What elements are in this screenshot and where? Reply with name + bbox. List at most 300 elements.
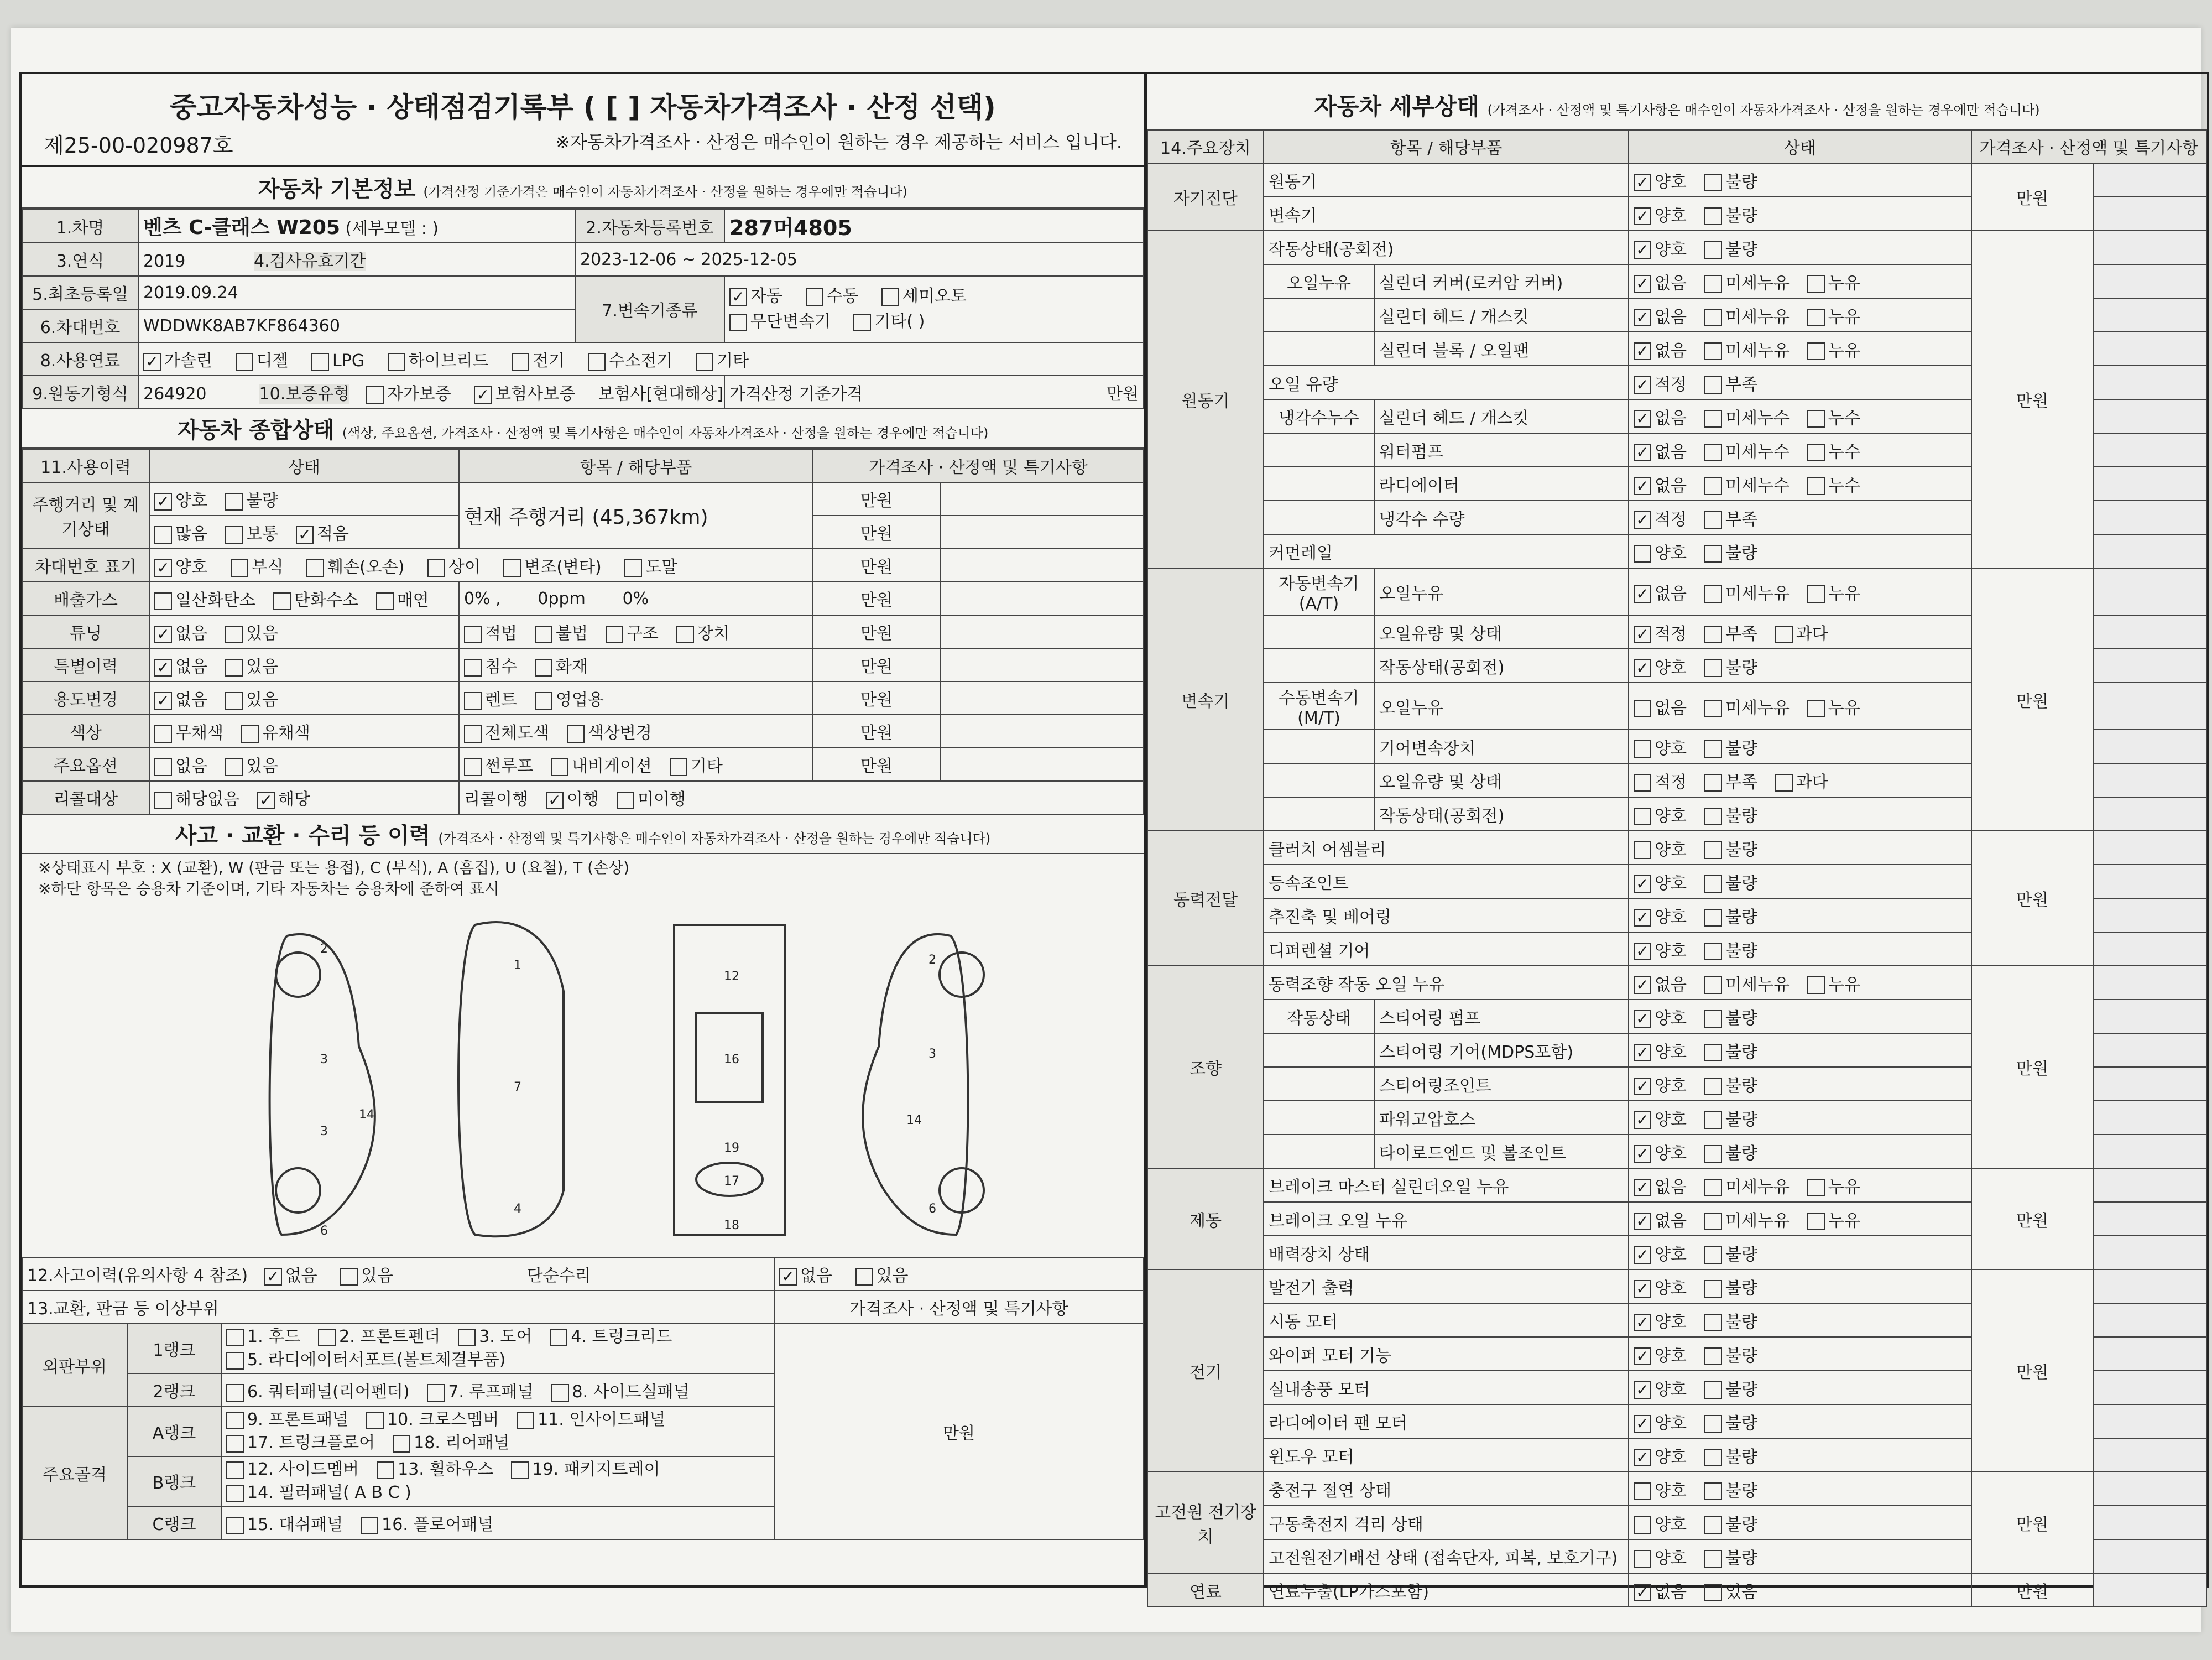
detail-status (1629, 467, 1971, 501)
detail-part: 파워고압호스 (1374, 1101, 1629, 1135)
checkbox-label: 없음 (1655, 1211, 1687, 1231)
use-history-header: 11.사용이력 (22, 449, 149, 482)
checkbox[interactable]: ✓ (1634, 1415, 1651, 1433)
detail-note-cell (2093, 865, 2206, 898)
checkbox-label: 불량 (1725, 543, 1757, 563)
rankA-items: 9. 프론트패널 10. 크로스멤버 11. 인사이드패널 17. 트렁크플로어 18. 리어패널 (221, 1407, 774, 1456)
detail-subgroup: 자동변속기 (A/T) (1264, 568, 1374, 615)
checkbox[interactable] (1704, 1449, 1722, 1466)
rankB-label: B랭크 (127, 1456, 221, 1506)
detail-part: 오일누유 (1374, 568, 1629, 615)
checkbox-label: 불량 (1725, 1076, 1757, 1096)
checkbox-label: 미세누유 (1725, 584, 1790, 603)
detail-status (1629, 1202, 1971, 1236)
checkbox[interactable]: ✓ (1634, 1347, 1651, 1365)
detail-group-label: 고전원 전기장치 (1147, 1472, 1264, 1573)
detail-note-cell (2093, 1371, 2206, 1404)
rank2-label: 2랭크 (127, 1373, 221, 1407)
checkbox[interactable] (1704, 1044, 1722, 1061)
checkbox-label: 불량 (1725, 1008, 1757, 1028)
detail-part: 작동상태(공회전) (1374, 649, 1629, 683)
checkbox[interactable] (1704, 943, 1722, 960)
checkbox[interactable] (1634, 545, 1651, 563)
detail-status (1629, 1573, 1971, 1607)
detail-note-cell (2093, 966, 2206, 1000)
detail-status (1629, 1472, 1971, 1506)
detail-note-cell (2093, 898, 2206, 932)
accident-heading: 사고 · 교환 · 수리 등 이력 (가격조사 · 산정액 및 특기사항은 매수인이 자동차가격조사 · 산정을 원하는 경우에만 적습니다) (22, 815, 1144, 854)
options-status: 없음 있음 (149, 748, 459, 781)
svg-text:1: 1 (514, 959, 521, 972)
detail-item: 등속조인트 (1264, 865, 1629, 898)
checkbox[interactable] (1704, 1145, 1722, 1163)
detail-note-cell (2093, 831, 2206, 865)
detail-price-header: 가격조사 · 산정액 및 특기사항 (1971, 130, 2206, 163)
engine-label: 9.원동기형식 (22, 376, 138, 409)
basic-info-table (22, 209, 1144, 409)
usage-change-items: 렌트 영업용 (459, 681, 813, 715)
inspection-form (19, 72, 2209, 1602)
checkbox[interactable] (1704, 545, 1722, 563)
checkbox[interactable] (1704, 1550, 1722, 1568)
checkbox[interactable] (1704, 275, 1722, 293)
detail-row (1147, 831, 2206, 865)
checkbox-label: 적정 (1655, 624, 1687, 644)
checkbox[interactable] (1704, 1111, 1722, 1129)
checkbox[interactable] (1704, 1246, 1722, 1264)
unit: 만원 (813, 715, 940, 748)
detail-group-label: 연료 (1147, 1573, 1264, 1607)
checkbox[interactable]: ✓ (1634, 477, 1651, 495)
checkbox-label: 누수 (1828, 408, 1860, 428)
checkbox-label: 양호 (1655, 543, 1687, 563)
checkbox-label: 불량 (1725, 1380, 1757, 1399)
frame-label: 주요골격 (22, 1407, 127, 1539)
detail-table (1147, 129, 2207, 1607)
checkbox[interactable]: ✓ (1634, 1111, 1651, 1129)
checkbox[interactable] (1634, 774, 1651, 792)
detail-part: 실린더 블록 / 오일팬 (1374, 332, 1629, 366)
checkbox[interactable] (1807, 1179, 1825, 1196)
detail-note-cell (2093, 797, 2206, 831)
checkbox[interactable] (1704, 410, 1722, 428)
checkbox[interactable]: ✓ (1634, 1246, 1651, 1264)
checkbox[interactable] (1704, 1179, 1722, 1196)
checkbox[interactable] (1807, 309, 1825, 326)
detail-group-label: 조향 (1147, 966, 1264, 1168)
checkbox[interactable] (1704, 740, 1722, 758)
checkbox[interactable] (1704, 700, 1722, 717)
rank2-items: 6. 쿼터패널(리어펜더) 7. 루프패널 8. 사이드실패널 (221, 1373, 774, 1407)
svg-text:18: 18 (724, 1219, 739, 1232)
checkbox[interactable] (1704, 875, 1722, 893)
checkbox-label: 양호 (1655, 658, 1687, 678)
checkbox[interactable] (1807, 342, 1825, 360)
checkbox-label: 누수 (1828, 442, 1860, 462)
checkbox-label: 부족 (1725, 772, 1757, 792)
mileage-label: 주행거리 및 계기상태 (22, 482, 149, 549)
checkbox[interactable] (1807, 700, 1825, 717)
detail-group-label: 변속기 (1147, 568, 1264, 831)
detail-note-cell (2093, 163, 2206, 197)
checkbox[interactable]: ✓ (1634, 909, 1651, 927)
detail-part: 오일유량 및 상태 (1374, 763, 1629, 797)
unit: 만원 (813, 681, 940, 715)
checkbox[interactable]: ✓ (1634, 585, 1651, 603)
checkbox[interactable]: ✓ (1634, 1145, 1651, 1163)
detail-heading: 자동차 세부상태 (가격조사 · 산정액 및 특기사항은 매수인이 자동차가격조사 · 산정을 원하는 경우에만 적습니다) (1314, 93, 2040, 120)
checkbox[interactable] (1704, 626, 1722, 643)
detail-status (1629, 1438, 1971, 1472)
checkbox[interactable] (1704, 1213, 1722, 1230)
detail-price-unit: 만원 (1971, 163, 2093, 231)
detail-note-cell (2093, 197, 2206, 231)
detail-subgroup (1264, 649, 1374, 683)
checkbox[interactable] (1634, 808, 1651, 825)
svg-text:2: 2 (928, 953, 936, 967)
checkbox[interactable]: ✓ (1634, 976, 1651, 994)
checkbox[interactable] (1704, 1584, 1722, 1601)
checkbox[interactable]: ✓ (1634, 275, 1651, 293)
checkbox-label: 불량 (1725, 1515, 1757, 1534)
checkbox-label: 불량 (1725, 806, 1757, 826)
detail-item-header: 항목 / 해당부품 (1264, 130, 1629, 163)
checkbox[interactable] (1704, 1482, 1722, 1500)
checkbox[interactable]: ✓ (1634, 1010, 1651, 1028)
checkbox-label: 미세누유 (1725, 1211, 1790, 1231)
detail-item: 추진축 및 베어링 (1264, 898, 1629, 932)
svg-text:4: 4 (514, 1202, 521, 1216)
detail-price-unit: 만원 (1971, 1168, 2093, 1269)
checkbox-label: 불량 (1725, 1143, 1757, 1163)
checkbox-label: 누유 (1828, 698, 1860, 718)
checkbox-label: 양호 (1655, 873, 1687, 893)
checkbox-label: 불량 (1725, 1548, 1757, 1568)
checkbox[interactable] (1807, 477, 1825, 495)
checkbox-label: 누유 (1828, 341, 1860, 361)
color-label: 색상 (22, 715, 149, 748)
checkbox-label: 누유 (1828, 1177, 1860, 1197)
checkbox[interactable] (1704, 1078, 1722, 1095)
checkbox[interactable] (1704, 444, 1722, 461)
detail-status (1629, 332, 1971, 366)
checkbox[interactable]: ✓ (1634, 241, 1651, 259)
checkbox[interactable] (1704, 1280, 1722, 1298)
detail-part: 냉각수 수량 (1374, 501, 1629, 534)
detail-note-cell (2093, 501, 2206, 534)
detail-row (1147, 966, 2206, 1000)
checkbox-label: 불량 (1725, 172, 1757, 192)
detail-subgroup: 냉각수누수 (1264, 399, 1374, 433)
checkbox-label: 누유 (1828, 273, 1860, 293)
detail-subgroup (1264, 1067, 1374, 1101)
trans-label: 7.변속기종류 (575, 276, 724, 342)
emission-values: 0% , 0ppm 0% (459, 582, 813, 615)
checkbox-label: 양호 (1655, 806, 1687, 826)
checkbox[interactable] (1704, 1347, 1722, 1365)
checkbox[interactable] (1704, 174, 1722, 191)
detail-note-cell (2093, 534, 2206, 568)
checkbox[interactable] (1704, 241, 1722, 259)
checkbox-label: 미세누유 (1725, 307, 1790, 327)
checkbox-label: 양호 (1655, 941, 1687, 961)
checkbox[interactable] (1704, 808, 1722, 825)
checkbox[interactable] (1704, 976, 1722, 994)
checkbox[interactable] (1634, 1516, 1651, 1534)
checkbox[interactable] (1704, 309, 1722, 326)
checkbox[interactable] (1704, 1381, 1722, 1399)
detail-status (1629, 501, 1971, 534)
checkbox[interactable] (1807, 444, 1825, 461)
detail-status (1629, 264, 1971, 298)
checkbox-label: 적정 (1655, 509, 1687, 529)
checkbox-label: 불량 (1725, 1312, 1757, 1332)
detail-status (1629, 1101, 1971, 1135)
checkbox[interactable] (1704, 376, 1722, 394)
checkbox[interactable] (1807, 976, 1825, 994)
checkbox[interactable] (1634, 841, 1651, 859)
checkbox[interactable] (1704, 1516, 1722, 1534)
detail-status-header: 상태 (1629, 130, 1971, 163)
detail-item: 충전구 절연 상태 (1264, 1472, 1629, 1506)
checkbox-label: 양호 (1655, 1346, 1687, 1366)
engine-warranty: 264920 10.보증유형 자가보증 ✓ 보험사보증 보험사[현대해상] (138, 376, 724, 409)
checkbox-label: 미세누수 (1725, 442, 1790, 462)
detail-row (1147, 1269, 2206, 1303)
checkbox[interactable] (1704, 342, 1722, 360)
checkbox-label: 없음 (1655, 341, 1687, 361)
form-title: 중고자동차성능 · 상태점검기록부 ( [ ] 자동차가격조사 · 산정 선택) (170, 91, 996, 123)
checkbox-label: 없음 (1655, 1177, 1687, 1197)
mileage-level: 많음 보통 ✓ 적음 (149, 516, 459, 549)
checkbox[interactable] (1634, 1482, 1651, 1500)
checkbox-label: 없음 (1655, 584, 1687, 603)
detail-note-cell (2093, 399, 2206, 433)
detail-status (1629, 1371, 1971, 1404)
tuning-status: ✓ 없음 있음 (149, 615, 459, 648)
checkbox-label: 없음 (1655, 698, 1687, 718)
checkbox[interactable]: ✓ (1634, 410, 1651, 428)
detail-price-unit: 만원 (1971, 966, 2093, 1168)
color-status: 무채색 유채색 (149, 715, 459, 748)
checkbox[interactable] (1704, 774, 1722, 792)
detail-note-cell (2093, 568, 2206, 615)
detail-note-cell (2093, 615, 2206, 649)
detail-part: 워터펌프 (1374, 433, 1629, 467)
rank1-label: 1랭크 (127, 1324, 221, 1373)
checkbox[interactable] (1807, 410, 1825, 428)
checkbox[interactable] (1807, 585, 1825, 603)
rankC-label: C랭크 (127, 1506, 221, 1539)
detail-status (1629, 1303, 1971, 1337)
checkbox[interactable] (1775, 774, 1793, 792)
detail-status (1629, 1404, 1971, 1438)
detail-item: 구동축전지 격리 상태 (1264, 1506, 1629, 1539)
checkbox-label: 없음 (1655, 1582, 1687, 1602)
checkbox-label: 없음 (1655, 408, 1687, 428)
detail-note-cell (2093, 1573, 2206, 1607)
detail-subgroup (1264, 1101, 1374, 1135)
paper-sheet (11, 28, 2201, 1632)
checkbox-label: 과다 (1796, 772, 1828, 792)
detail-status (1629, 298, 1971, 332)
detail-status (1629, 1067, 1971, 1101)
checkbox-label: 양호 (1655, 1481, 1687, 1501)
detail-row (1147, 231, 2206, 264)
detail-item: 고전원전기배선 상태 (접속단자, 피복, 보호기구) (1264, 1539, 1629, 1573)
checkbox[interactable]: ✓ (1634, 1044, 1651, 1061)
checkbox[interactable]: ✓ (1634, 444, 1651, 461)
checkbox[interactable] (1704, 511, 1722, 529)
detail-item: 커먼레일 (1264, 534, 1629, 568)
detail-note-cell (2093, 1404, 2206, 1438)
checkbox[interactable] (1704, 841, 1722, 859)
checkbox-label: 없음 (1655, 975, 1687, 995)
checkbox[interactable] (1704, 1415, 1722, 1433)
checkbox-label: 누유 (1828, 1211, 1860, 1231)
status-header: 상태 (149, 449, 459, 482)
checkbox[interactable] (1704, 909, 1722, 927)
checkbox-label: 없음 (1655, 273, 1687, 293)
checkbox-label: 양호 (1655, 1008, 1687, 1028)
car-outline-diagram (22, 903, 1144, 1257)
detail-note-cell (2093, 1236, 2206, 1269)
checkbox[interactable]: ✓ (1634, 342, 1651, 360)
detail-status (1629, 615, 1971, 649)
svg-text:3: 3 (928, 1047, 936, 1061)
checkbox-label: 양호 (1655, 240, 1687, 259)
detail-price-unit: 만원 (1971, 568, 2093, 831)
detail-price-unit: 만원 (1971, 231, 2093, 568)
detail-part: 라디에이터 (1374, 467, 1629, 501)
checkbox[interactable] (1775, 626, 1793, 643)
color-items: 전체도색 색상변경 (459, 715, 813, 748)
detail-subgroup (1264, 467, 1374, 501)
detail-item: 배력장치 상태 (1264, 1236, 1629, 1269)
detail-group-label: 자기진단 (1147, 163, 1264, 231)
detail-item: 변속기 (1264, 197, 1629, 231)
checkbox-label: 누유 (1828, 584, 1860, 603)
checkbox[interactable]: ✓ (1634, 174, 1651, 191)
checkbox[interactable]: ✓ (1634, 1314, 1651, 1331)
detail-row (1147, 1573, 2206, 1607)
checkbox[interactable] (1704, 1010, 1722, 1028)
vin-mark-label: 차대번호 표기 (22, 549, 149, 582)
checkbox[interactable] (1704, 207, 1722, 225)
checkbox[interactable] (1704, 585, 1722, 603)
detail-status (1629, 1506, 1971, 1539)
checkbox[interactable]: ✓ (1634, 376, 1651, 394)
detail-item: 라디에이터 팬 모터 (1264, 1404, 1629, 1438)
detail-price-unit: 만원 (1971, 1472, 2093, 1573)
checkbox[interactable] (1807, 275, 1825, 293)
detail-note-cell (2093, 1337, 2206, 1371)
checkbox[interactable]: ✓ (1634, 1213, 1651, 1230)
detail-status (1629, 534, 1971, 568)
detail-item: 클러치 어셈블리 (1264, 831, 1629, 865)
checkbox[interactable] (1704, 659, 1722, 677)
options-label: 주요옵션 (22, 748, 149, 781)
checkbox-label: 있음 (1725, 1582, 1757, 1602)
detail-item: 와이퍼 모터 기능 (1264, 1337, 1629, 1371)
checkbox[interactable] (1634, 1550, 1651, 1568)
detail-subgroup (1264, 730, 1374, 763)
detail-group-label: 제동 (1147, 1168, 1264, 1269)
detail-price-unit: 만원 (1971, 1573, 2093, 1607)
svg-text:17: 17 (724, 1174, 739, 1188)
tuning-label: 튜닝 (22, 615, 149, 648)
checkbox[interactable]: ✓ (1634, 1078, 1651, 1095)
checkbox-label: 누유 (1828, 307, 1860, 327)
detail-note-cell (2093, 1101, 2206, 1135)
checkbox[interactable]: ✓ (1634, 207, 1651, 225)
detail-note-cell (2093, 1539, 2206, 1573)
svg-text:16: 16 (724, 1053, 739, 1066)
detail-item: 작동상태(공회전) (1264, 231, 1629, 264)
checkbox[interactable]: ✓ (1634, 875, 1651, 893)
checkbox-label: 없음 (1655, 476, 1687, 496)
checkbox-label: 미세누유 (1725, 341, 1790, 361)
accident-table (22, 1257, 1144, 1540)
checkbox-label: 누수 (1828, 476, 1860, 496)
detail-note-cell (2093, 1000, 2206, 1033)
detail-status (1629, 197, 1971, 231)
detail-part: 스티어링 펌프 (1374, 1000, 1629, 1033)
checkbox-label: 적정 (1655, 772, 1687, 792)
checkbox-label: 적정 (1655, 374, 1687, 394)
checkbox[interactable] (1704, 477, 1722, 495)
checkbox[interactable]: ✓ (1634, 1584, 1651, 1601)
checkbox[interactable]: ✓ (1634, 1179, 1651, 1196)
checkbox-label: 불량 (1725, 658, 1757, 678)
checkbox[interactable]: ✓ (1634, 659, 1651, 677)
checkbox-label: 양호 (1655, 1110, 1687, 1130)
checkbox-label: 미세누수 (1725, 476, 1790, 496)
detail-row (1147, 1472, 2206, 1506)
checkbox[interactable]: ✓ (1634, 511, 1651, 529)
checkbox[interactable]: ✓ (1634, 1280, 1651, 1298)
detail-item: 오일 유량 (1264, 366, 1629, 399)
detail-price-unit: 만원 (1971, 1269, 2093, 1472)
detail-note-cell (2093, 264, 2206, 298)
checkbox[interactable]: ✓ (1634, 309, 1651, 326)
detail-status (1629, 1269, 1971, 1303)
checkbox-label: 과다 (1796, 624, 1828, 644)
detail-part: 실린더 헤드 / 개스킷 (1374, 298, 1629, 332)
detail-part: 오일유량 및 상태 (1374, 615, 1629, 649)
detail-status (1629, 683, 1971, 730)
checkbox[interactable] (1634, 700, 1651, 717)
trans-options: ✓ 자동 수동 세미오토 무단변속기 기타( ) (724, 276, 1144, 342)
detail-note-cell (2093, 763, 2206, 797)
unit: 만원 (813, 549, 940, 582)
checkbox[interactable]: ✓ (1634, 626, 1651, 643)
detail-part: 스티어링 기어(MDPS포함) (1374, 1033, 1629, 1067)
svg-text:2: 2 (320, 942, 328, 956)
checkbox[interactable] (1807, 1213, 1825, 1230)
left-column (22, 74, 1147, 1585)
checkbox-label: 양호 (1655, 1076, 1687, 1096)
checkbox[interactable]: ✓ (1634, 1381, 1651, 1399)
detail-note-cell (2093, 932, 2206, 966)
checkbox[interactable] (1704, 1314, 1722, 1331)
checkbox[interactable]: ✓ (1634, 1449, 1651, 1466)
detail-status (1629, 649, 1971, 683)
checkbox[interactable] (1634, 740, 1651, 758)
checkbox[interactable]: ✓ (1634, 943, 1651, 960)
right-column (1147, 74, 2207, 1602)
detail-subgroup: 오일누유 (1264, 264, 1374, 298)
